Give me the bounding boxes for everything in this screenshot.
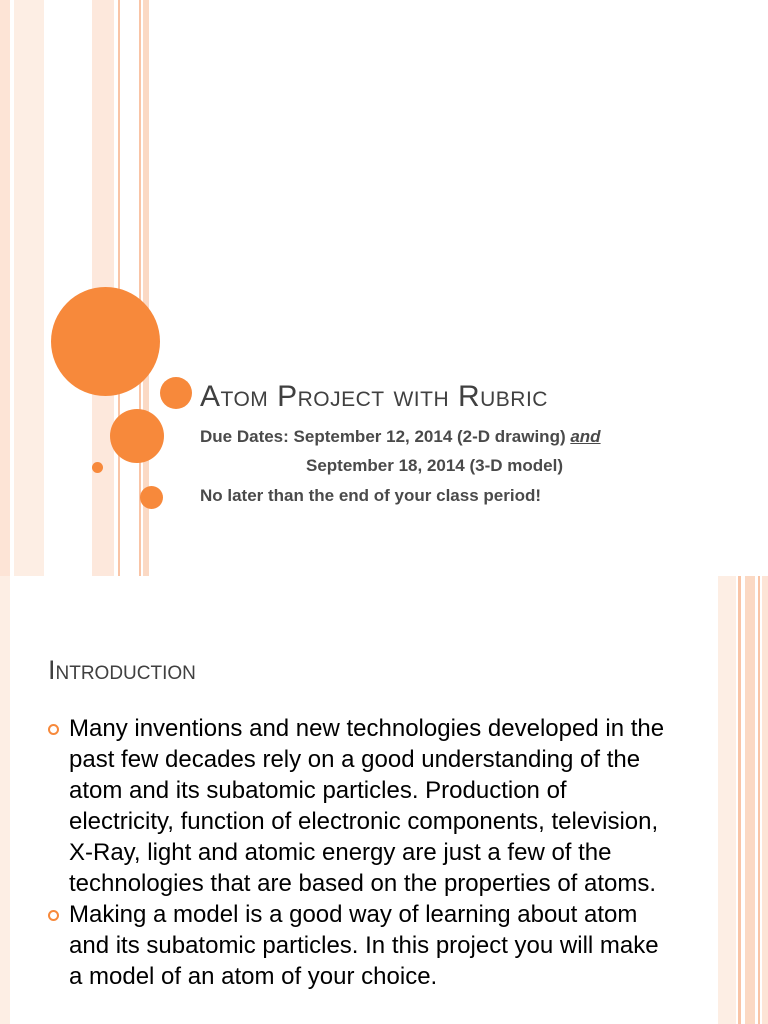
due-dates-text: Due Dates: September 12, 2014 (2-D drawing) (200, 427, 571, 446)
right-stripe-band (745, 576, 755, 1024)
large-orange-circle-icon (51, 287, 160, 396)
due-dates-line (200, 427, 601, 447)
bullet-circle-icon (48, 910, 59, 921)
left-stripe-pale (14, 0, 44, 576)
medium-orange-circle-icon (110, 409, 164, 463)
bullet-circle-icon (48, 724, 59, 735)
deadline-note: No later than the end of your class period! (200, 486, 541, 505)
right-stripe-pale (718, 576, 736, 1024)
list-item (48, 713, 668, 899)
left-stripe-thin (139, 0, 141, 576)
small-orange-circle-icon (160, 377, 192, 409)
bullet-text: Making a model is a good way of learning about atom and its subatomic particles. In this project you will make a model of an atom of your choice. (69, 901, 659, 990)
due-dates-and: and (570, 427, 601, 446)
right-stripe-line (738, 576, 741, 1024)
slide-title: Atom Project with Rubric (200, 380, 548, 413)
tiny-orange-circle-icon (92, 462, 103, 473)
introduction-heading: Introduction (48, 655, 196, 685)
list-item (48, 899, 668, 992)
bottom-orange-circle-icon (140, 486, 163, 509)
due-date-second: September 18, 2014 (3-D model) (306, 456, 563, 475)
left-stripe-wide (0, 0, 10, 576)
left-edge-stripe (0, 576, 10, 1024)
right-stripe-line2 (758, 576, 760, 1024)
bullet-text: Many inventions and new technologies developed in the past few decades rely on a good understanding of the atom and its subatomic particles. Production of electricity, function of electronic components, television, X-Ray, light and atomic energy are just a few of the technologies that are based on the properties of atoms. (69, 715, 665, 897)
right-stripe-edge (762, 576, 768, 1024)
introduction-bullets (48, 713, 668, 992)
